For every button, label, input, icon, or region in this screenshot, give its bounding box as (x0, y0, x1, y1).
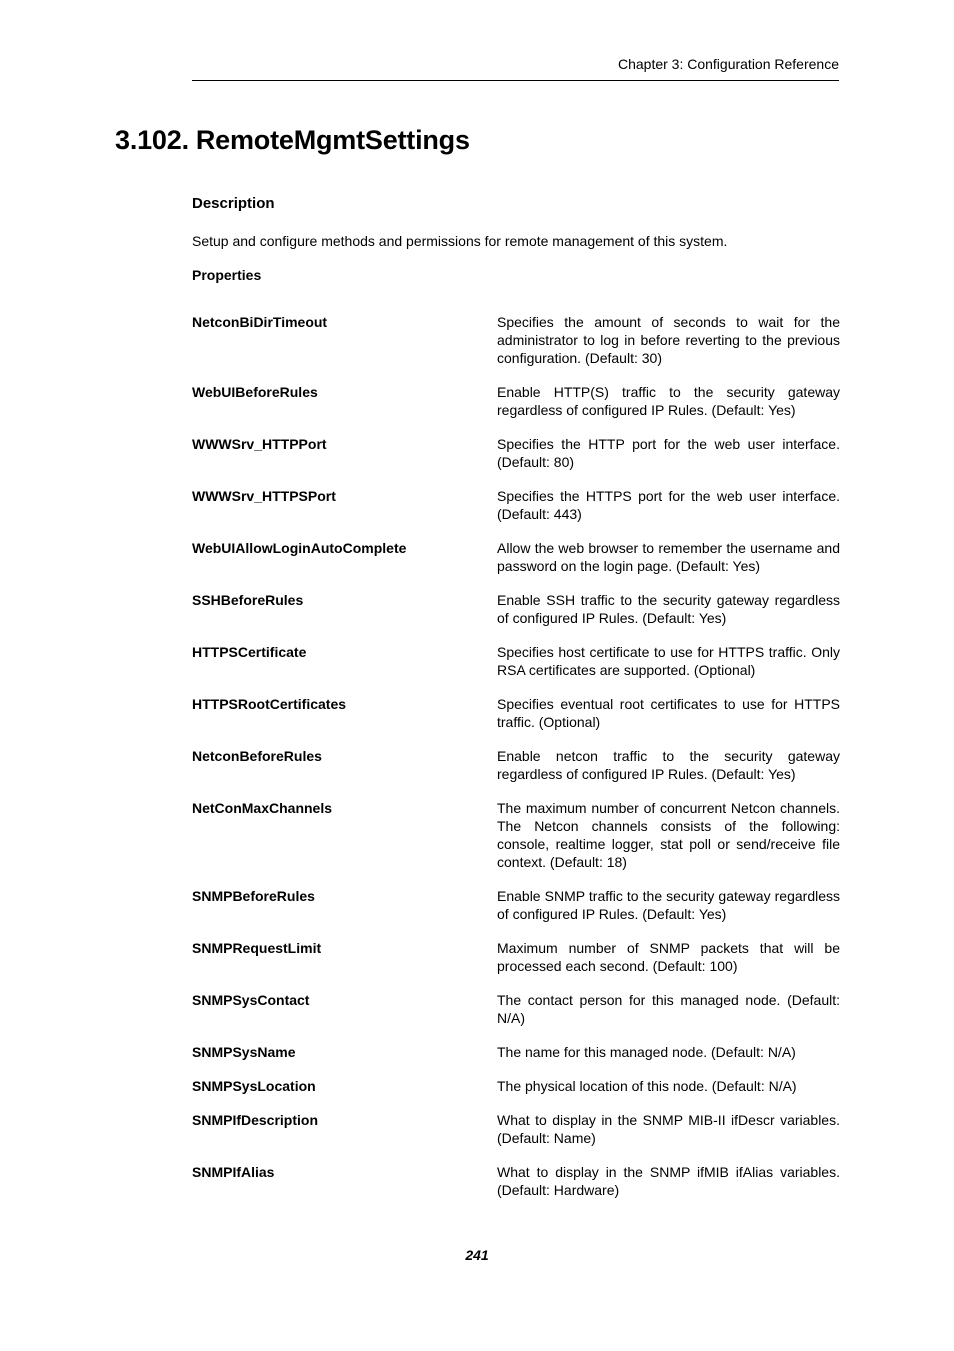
page-header (192, 55, 839, 81)
section-name: RemoteMgmtSettings (195, 125, 470, 155)
property-name: SSHBeforeRules (192, 592, 304, 608)
property-description: Enable HTTP(S) traffic to the security gateway regardless of configured IP Rules. (Default: Yes) (497, 384, 840, 418)
property-row (192, 1163, 840, 1199)
property-name: WebUIBeforeRules (192, 384, 318, 400)
property-description: Enable SNMP traffic to the security gateway regardless of configured IP Rules. (Default: Yes) (497, 888, 840, 922)
property-name: WWWSrv_HTTPPort (192, 436, 327, 452)
property-row (192, 1077, 840, 1095)
property-row (192, 539, 840, 575)
property-row (192, 939, 840, 975)
property-name: SNMPIfAlias (192, 1164, 275, 1180)
property-name: HTTPSCertificate (192, 644, 307, 660)
property-description: Specifies eventual root certificates to use for HTTPS traffic. (Optional) (497, 696, 840, 730)
property-row (192, 643, 840, 679)
property-name: NetconBeforeRules (192, 748, 322, 764)
property-row (192, 313, 840, 367)
property-name: SNMPSysContact (192, 992, 310, 1008)
property-row (192, 887, 840, 923)
property-description: Enable netcon traffic to the security gateway regardless of configured IP Rules. (Default: Yes) (497, 748, 840, 782)
property-name: SNMPSysLocation (192, 1078, 316, 1094)
property-name: HTTPSRootCertificates (192, 696, 347, 712)
property-description: Allow the web browser to remember the username and password on the login page. (Default: Yes) (497, 540, 840, 574)
property-description: The name for this managed node. (Default: N/A) (497, 1044, 796, 1060)
property-description: The contact person for this managed node. (Default: N/A) (497, 992, 840, 1026)
description-text: Setup and configure methods and permissions for remote management of this system. (192, 233, 728, 249)
property-row (192, 1043, 840, 1061)
property-row (192, 435, 840, 471)
properties-heading: Properties (192, 267, 262, 283)
property-name: NetconBiDirTimeout (192, 314, 328, 330)
page-number: 241 (465, 1247, 489, 1263)
description-heading: Description (192, 195, 275, 212)
property-name: SNMPBeforeRules (192, 888, 315, 904)
property-description: The physical location of this node. (Default: N/A) (497, 1078, 797, 1094)
property-row (192, 1111, 840, 1147)
property-description: Specifies the amount of seconds to wait for the administrator to log in before reverting to the previous configuration. (Default: 30) (497, 314, 840, 366)
property-description: Enable SSH traffic to the security gateway regardless of configured IP Rules. (Default: Yes) (497, 592, 840, 626)
property-name: SNMPIfDescription (192, 1112, 319, 1128)
chapter-title: Chapter 3: Configuration Reference (617, 56, 839, 72)
property-row (192, 991, 840, 1027)
property-description: Specifies host certificate to use for HTTPS traffic. Only RSA certificates are supported. (Optional) (497, 644, 840, 678)
property-list (192, 313, 840, 1215)
property-description: Specifies the HTTP port for the web user interface. (Default: 80) (497, 436, 840, 470)
property-name: WWWSrv_HTTPSPort (192, 488, 336, 504)
property-row (192, 799, 840, 871)
property-name: WebUIAllowLoginAutoComplete (192, 540, 407, 556)
property-description: What to display in the SNMP ifMIB ifAlias variables. (Default: Hardware) (497, 1164, 840, 1198)
section-number: 3.102. (115, 125, 189, 155)
property-row (192, 383, 840, 419)
property-description: What to display in the SNMP MIB-II ifDescr variables. (Default: Name) (497, 1112, 840, 1146)
property-row (192, 747, 840, 783)
property-description: Maximum number of SNMP packets that will be processed each second. (Default: 100) (497, 940, 840, 974)
property-description: The maximum number of concurrent Netcon channels. The Netcon channels consists of the following: console, realtime logger, stat poll or send/receive file context. (Default: 18) (497, 800, 840, 870)
property-name: SNMPSysName (192, 1044, 296, 1060)
property-name: SNMPRequestLimit (192, 940, 322, 956)
property-row (192, 695, 840, 731)
section-title (115, 125, 470, 156)
property-description: Specifies the HTTPS port for the web user interface. (Default: 443) (497, 488, 840, 522)
property-row (192, 591, 840, 627)
property-name: NetConMaxChannels (192, 800, 333, 816)
property-row (192, 487, 840, 523)
